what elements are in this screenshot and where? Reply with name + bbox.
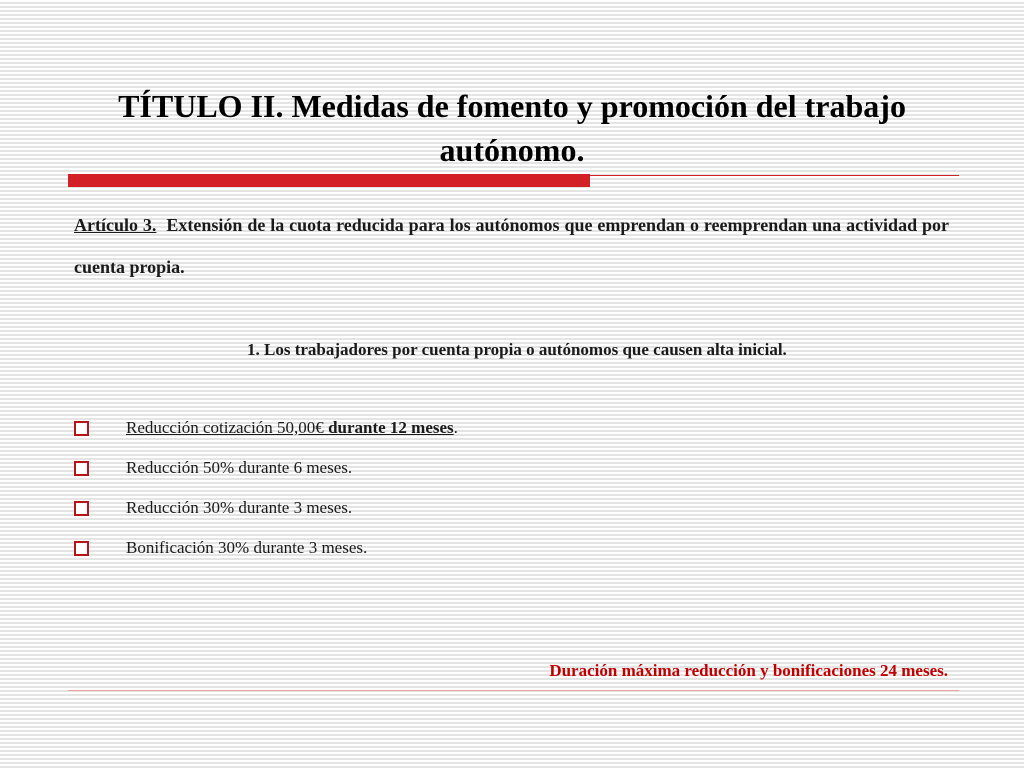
bullet-text-1 — [126, 418, 458, 438]
square-bullet-icon — [74, 501, 89, 516]
slide-title: TÍTULO II. Medidas de fomento y promoción del trabajo autónomo. — [118, 88, 906, 168]
list-item — [74, 418, 458, 458]
list-item — [74, 458, 458, 498]
bullet-text-3: Reducción 30% durante 3 meses. — [126, 498, 353, 517]
bullet-text-4: Bonificación 30% durante 3 meses. — [126, 538, 368, 557]
bullet-text-2: Reducción 50% durante 6 meses. — [126, 458, 353, 477]
article-text: Extensión de la cuota reducida para los autónomos que emprendan o reemprendan una actividad por cuenta propia. — [74, 215, 949, 277]
article-paragraph — [74, 204, 949, 288]
square-bullet-icon — [74, 461, 89, 476]
article-label: Artículo 3. — [74, 215, 157, 235]
list-item — [74, 498, 458, 538]
bullet-emphasis: durante 12 meses — [328, 418, 454, 437]
square-bullet-icon — [74, 421, 89, 436]
title-accent-bar — [68, 174, 590, 187]
bullet-prefix: Reducción cotización 50,00€ — [126, 418, 329, 437]
footer-note: Duración máxima reducción y bonificaciones 24 meses. — [549, 661, 948, 680]
bullet-list — [74, 418, 458, 578]
subheading: 1. Los trabajadores por cuenta propia o autónomos que causen alta inicial. — [247, 340, 787, 359]
square-bullet-icon — [74, 541, 89, 556]
footer-divider — [68, 690, 959, 691]
bullet-suffix: . — [453, 418, 458, 437]
list-item — [74, 538, 458, 578]
title-accent-line — [590, 175, 959, 176]
